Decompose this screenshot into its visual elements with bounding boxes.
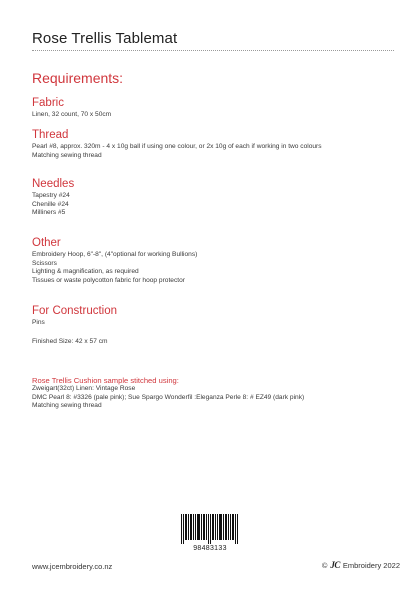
section-line: Linen, 32 count, 70 x 50cm [32,111,112,118]
barcode-number: 98483133 [193,545,227,552]
section-line: Matching sewing thread [32,151,102,159]
section-heading: Fabric [32,97,64,109]
section-line: Pearl #8, approx. 320m - 4 x 10g ball if using one colour, or 2x 10g of each if working in two colours [32,143,322,150]
section-line: Pins [32,319,45,326]
section-other [32,236,402,285]
company-name: Embroidery 2022 [342,560,400,570]
section-needles [32,177,402,218]
section-heading: Other [32,237,61,249]
section-fabric [32,96,402,120]
section-line: Scissors [32,259,57,267]
section-line: Chenille #24 [32,200,69,208]
section-line: Milliners #5 [32,209,66,217]
finished-size: Finished Size: 42 x 57 cm [32,338,108,345]
copyright-symbol: © [321,560,328,570]
title-divider [32,50,394,51]
barcode-icon [180,514,240,544]
section-heading: For Construction [32,305,118,317]
sample-heading: Rose Trellis Cushion sample stitched using: [32,376,179,385]
page-title: Rose Trellis Tablemat [32,30,178,47]
jc-logo-icon: JC [330,560,340,570]
section-thread [32,128,402,160]
sample-notes [32,376,402,411]
copyright [322,560,400,570]
requirements-heading: Requirements: [32,70,124,86]
barcode [180,514,240,552]
sample-line: Zweigart(32ct) Linen: Vintage Rose [32,385,136,392]
section-line: Embroidery Hoop, 6"-8", (4"optional for working Bullions) [32,251,198,258]
section-line: Lighting & magnification, as required [32,268,139,276]
sample-line: DMC Pearl 8: #3326 (pale pink); Sue Spargo Wonderfil :Eleganza Perle 8: # EZ49 (dark pink) [32,393,305,401]
section-line: Tissues or waste polycotton fabric for hoop protector [32,276,185,284]
section-heading: Needles [32,178,75,190]
section-line: Tapestry #24 [32,192,70,199]
website-link[interactable]: www.jcembroidery.co.nz [32,562,113,571]
section-construction [32,304,402,328]
section-heading: Thread [32,129,69,141]
sample-line: Matching sewing thread [32,402,102,410]
